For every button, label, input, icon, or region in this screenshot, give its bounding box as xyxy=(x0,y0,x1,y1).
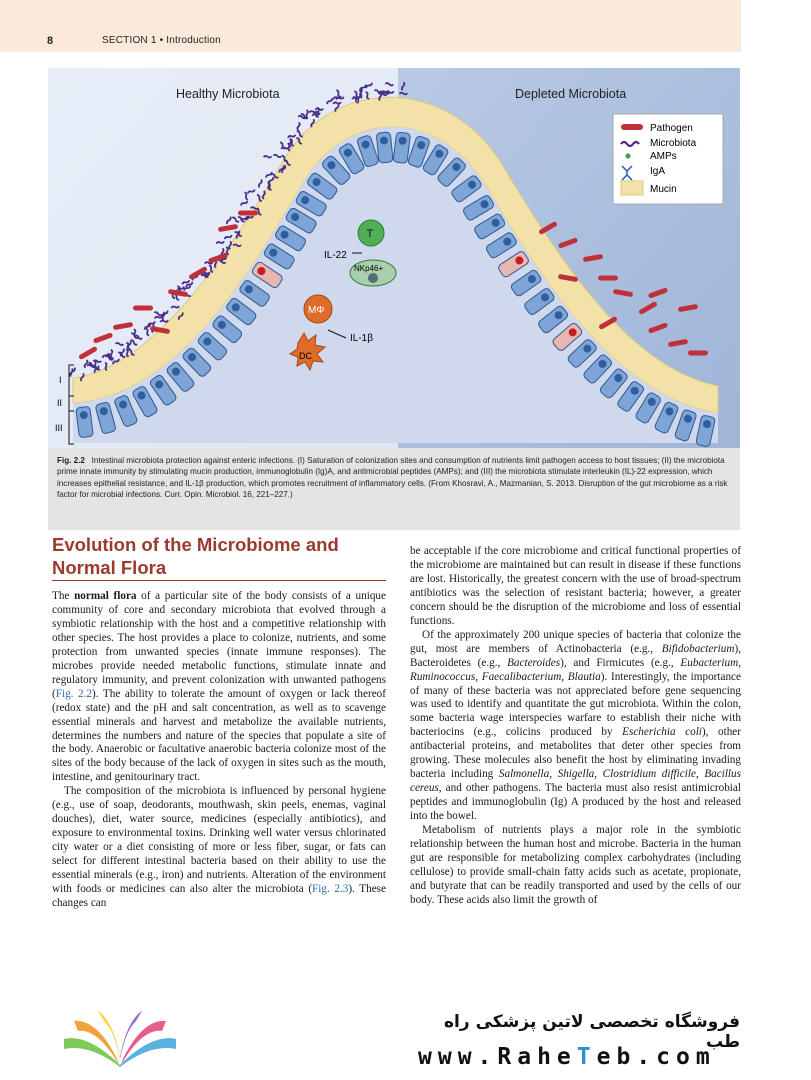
nk-cell xyxy=(350,260,396,286)
footer-banner xyxy=(0,993,811,1080)
svg-text:T: T xyxy=(366,228,374,240)
store-url: www.RaheTeb.com xyxy=(418,1044,716,1070)
pathogen-mark xyxy=(598,276,618,281)
paragraph: The composition of the microbiota is influenced by personal hygiene (e.g., use of soap, deodorants, mouthwash, skin peels, enemas, vaginal douches), diet, water source, medicines (especially antibiotics), and exposure to environmental toxins. Drinking well water versus chlorinated city water or a diet consisting of more or less fiber, sugar, or fats can select for different intestinal bacteria based on their ability to use the essential minerals (e.g., iron) and nutrients. Alteration of the environment with foods or medicines can also alter the microbiota (Fig. 2.3). These changes can xyxy=(52,785,386,909)
legend-microbiota: Microbiota xyxy=(650,138,697,149)
pathogen-mark xyxy=(238,211,258,216)
figure-2-2 xyxy=(48,68,740,448)
healthy-title: Healthy Microbiota xyxy=(176,87,280,101)
svg-text:III: III xyxy=(55,423,63,433)
t-cell xyxy=(358,220,384,246)
svg-text:II: II xyxy=(57,398,63,408)
svg-text:I: I xyxy=(59,375,62,385)
paragraph: Of the approximately 200 unique species of bacteria that colonize the gut, most are members of Actinobacteria (e.g., Bifidobacterium), Bacteroidetes (e.g., Bacteroides), and Firmicutes (e.g., Eubacterium, Ruminococcus, Faecalibacterium, Blautia). Interestingly, the importance of many of these bacteria was not appreciated before gene sequencing was used to identify and quantitate the gut microbiota. Within the colon, some bacteria wage interspecies warfare to establish their niche with bacteriocins (e.g., colicins produced by Escherichia coli), other antibacterial proteins, and metabolites that deter other species from growing. These molecules also benefit the host by eliminating invading bacteria including Salmonella, Shigella, Clostridium difficile, Bacillus cereus, and other pathogens. The bacteria must also resist antimicrobial peptides and immunoglobulin (Ig) A produced by the host and released into the bowel. xyxy=(410,628,741,823)
section-title: Evolution of the Microbiome and Normal Flora xyxy=(52,534,339,578)
epithelial-cell xyxy=(76,406,94,437)
section-label: SECTION 1 • Introduction xyxy=(102,35,221,46)
legend xyxy=(613,114,723,204)
left-column xyxy=(52,590,386,911)
svg-text:DC: DC xyxy=(299,351,312,361)
pathogen-mark xyxy=(133,306,153,311)
pathogen-mark xyxy=(688,351,708,356)
figure-link[interactable]: Fig. 2.3 xyxy=(312,883,349,896)
title-rule xyxy=(52,580,386,581)
figure-link[interactable]: Fig. 2.2 xyxy=(55,687,93,700)
svg-text:MΦ: MΦ xyxy=(308,305,325,316)
legend-mucin: Mucin xyxy=(650,184,677,195)
amp-icon xyxy=(625,153,630,158)
term-normal-flora: normal flora xyxy=(74,590,137,602)
paragraph: Metabolism of nutrients plays a major role in the symbiotic relationship between the human host and microbe. Bacteria in the human gut are responsible for metabolizing complex carbohydrates (including cellulose) to provide small-chain fatty acids such as acetate, propionate, and butyrate that can be readily transported and used by the cells of our body. These acids also limit the growth of xyxy=(410,824,741,906)
figure-caption xyxy=(48,448,740,530)
il22-label: IL-22 xyxy=(324,250,347,261)
mucin-icon xyxy=(621,181,643,195)
paragraph: The normal flora of a particular site of the body consists of a unique community of core and secondary microbiota that evolved through a symbiotic relationship with the host and a competitive relationship with other species. The host provides a place to colonize, nutrients, and some protection from unwanted species (innate immune responses). The microbes provide needed metabolic functions, stimulate innate and regulatory immunity, and prevent colonization with unwanted pathogens (Fig. 2.2). The ability to tolerate the amount of oxygen or lack thereof (redox state) and the pH and salt concentration, as well as to scavenge essential minerals and harvest and metabolize the available nutrients, determines the numbers and nature of the species that populate a site of the body. Anaerobic or facultative anaerobic bacteria colonize most of the sites of the body because of the lack of oxygen in sites such as the mouth, intestine, and genitourinary tract. xyxy=(52,590,386,784)
epithelial-cell xyxy=(376,132,393,163)
paragraph: be acceptable if the core microbiome and critical functional properties of the microbiome are maintained but can result in disease if these functions are lost. Historically, the greatest concern with the use of broad-spectrum antibiotics was the selection of resistant bacteria; however, a greater concern should be the disruption of the microbiome and loss of essential functions. xyxy=(410,545,741,627)
pathogen-icon xyxy=(621,124,643,130)
caption-text: Intestinal microbiota protection against enteric infections. (I) Saturation of colonization sites and consumption of nutrients limit pathogen access to host tissues; (II) the microbiota prime innate immunity by stimulating mucin production, immunoglobulin (Ig)A, and antimicrobial peptides (AMPs); and (III) the microbiota stimulate interleukin (IL)-22 expression, which increases epithelial resistance, and IL-1β production, which promotes recruitment of inflammatory cells. (From Khosravi, A., Mazmanian, S. 2013. Disruption of the gut microbiome as a risk factor for microbial infections. Curr. Opin. Microbiol. 16, 221–227.) xyxy=(57,456,728,500)
right-column xyxy=(410,545,741,908)
page-header xyxy=(0,0,741,52)
legend-amps: AMPs xyxy=(650,151,677,162)
legend-pathogen: Pathogen xyxy=(650,123,693,134)
depleted-title: Depleted Microbiota xyxy=(515,87,627,101)
caption-label: Fig. 2.2 xyxy=(57,456,85,465)
il1b-label: IL-1β xyxy=(350,333,373,344)
page-number: 8 xyxy=(47,35,54,47)
svg-text:NKp46+: NKp46+ xyxy=(354,264,384,273)
book-logo-icon xyxy=(60,1005,180,1073)
legend-iga: IgA xyxy=(650,166,666,177)
macrophage xyxy=(304,295,332,323)
store-name: فروشگاه تخصصی لاتین پزشکی راه طب xyxy=(444,1012,740,1052)
epithelial-cell xyxy=(393,132,411,163)
